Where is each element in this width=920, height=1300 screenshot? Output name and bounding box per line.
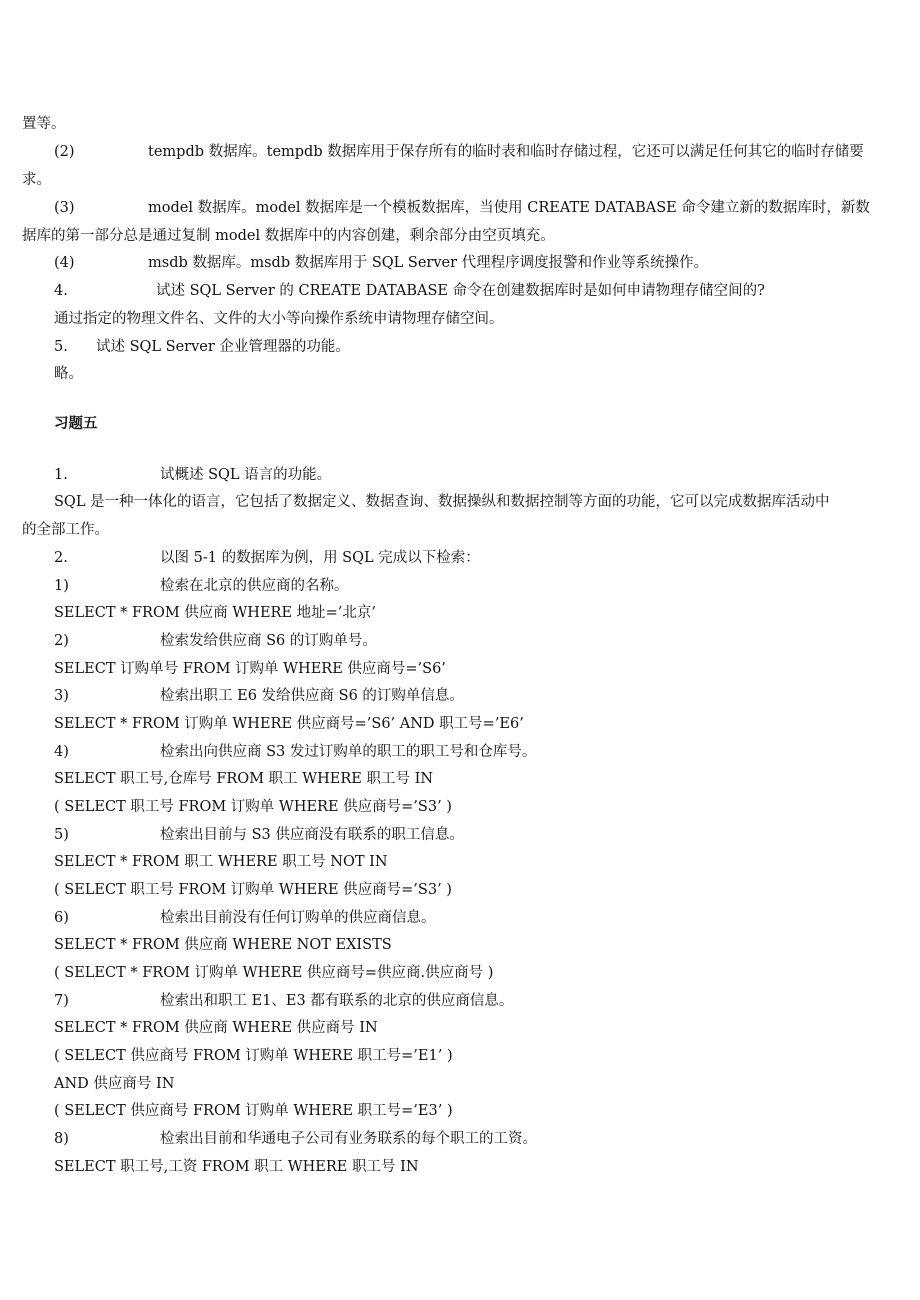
- sql-line: SELECT * FROM 供应商 WHERE 地址=’北京’: [54, 605, 377, 621]
- section-heading: 习题五: [54, 415, 98, 432]
- sql-line: SELECT 职工号,仓库号 FROM 职工 WHERE 职工号 IN: [54, 771, 434, 787]
- sql-line: ( SELECT * FROM 订购单 WHERE 供应商号=供应商.供应商号 ): [54, 965, 494, 981]
- question-number: 5.: [54, 339, 68, 355]
- sub-text: 检索出目前没有任何订购单的供应商信息。: [160, 910, 436, 926]
- sql-line: SELECT 职工号,工资 FROM 职工 WHERE 职工号 IN: [54, 1159, 419, 1175]
- item-text: model 数据库。model 数据库是一个模板数据库，当使用 CREATE DATABASE 命令建立新的数据库时，新数: [148, 200, 870, 216]
- item-text: tempdb 数据库。tempdb 数据库用于保存所有的临时表和临时存储过程，它还可以满足任何其它的临时存储要: [148, 144, 864, 160]
- question-number: 4.: [54, 283, 68, 299]
- sql-line: ( SELECT 供应商号 FROM 订购单 WHERE 职工号=’E3’ ): [54, 1103, 453, 1119]
- answer-text: 略。: [54, 366, 83, 382]
- sub-number: 6): [54, 910, 69, 926]
- sub-text: 检索出和职工 E1、E3 都有联系的北京的供应商信息。: [160, 993, 514, 1009]
- sub-text: 检索出目前与 S3 供应商没有联系的职工信息。: [160, 827, 464, 843]
- sql-line: SELECT * FROM 职工 WHERE 职工号 NOT IN: [54, 854, 388, 870]
- sub-text: 检索出职工 E6 发给供应商 S6 的订购单信息。: [160, 688, 464, 704]
- sub-number: 4): [54, 744, 69, 760]
- sub-text: 检索在北京的供应商的名称。: [160, 578, 349, 594]
- sub-number: 3): [54, 688, 69, 704]
- sql-line: SELECT 订购单号 FROM 订购单 WHERE 供应商号=’S6’: [54, 661, 446, 677]
- item-text: msdb 数据库。msdb 数据库用于 SQL Server 代理程序调度报警和作业等系统操作。: [148, 255, 709, 271]
- sub-text: 检索出向供应商 S3 发过订购单的职工的职工号和仓库号。: [160, 744, 537, 760]
- sub-number: 5): [54, 827, 69, 843]
- question-text: 试述 SQL Server 企业管理器的功能。: [96, 339, 350, 355]
- question-text: 试述 SQL Server 的 CREATE DATABASE 命令在创建数据库时是如何申请物理存储空间的?: [156, 283, 765, 299]
- question-text: 试概述 SQL 语言的功能。: [160, 467, 332, 483]
- answer-text-continued: 的全部工作。: [22, 522, 109, 538]
- question-text: 以图 5-1 的数据库为例，用 SQL 完成以下检索：: [160, 550, 480, 566]
- item-text-continued: 求。: [22, 172, 51, 188]
- sub-text: 检索出目前和华通电子公司有业务联系的每个职工的工资。: [160, 1131, 537, 1147]
- question-number: 1.: [54, 467, 68, 483]
- sql-line: AND 供应商号 IN: [54, 1076, 175, 1092]
- sub-number: 1): [54, 578, 69, 594]
- sql-line: ( SELECT 供应商号 FROM 订购单 WHERE 职工号=’E1’ ): [54, 1048, 453, 1064]
- sub-number: 8): [54, 1131, 69, 1147]
- sql-line: SELECT * FROM 供应商 WHERE 供应商号 IN: [54, 1020, 378, 1036]
- sub-text: 检索发给供应商 S6 的订购单号。: [160, 633, 377, 649]
- answer-text: 通过指定的物理文件名、文件的大小等向操作系统申请物理存储空间。: [54, 311, 504, 327]
- item-number: (2): [54, 144, 75, 160]
- sql-line: SELECT * FROM 供应商 WHERE NOT EXISTS: [54, 937, 392, 953]
- sub-number: 7): [54, 993, 69, 1009]
- sql-line: ( SELECT 职工号 FROM 订购单 WHERE 供应商号=’S3’ ): [54, 799, 452, 815]
- sql-line: SELECT * FROM 订购单 WHERE 供应商号=’S6’ AND 职工号=’E6’: [54, 716, 524, 732]
- continued-text: 置等。: [22, 116, 66, 132]
- question-number: 2.: [54, 550, 68, 566]
- item-number: (4): [54, 255, 75, 271]
- sql-line: ( SELECT 职工号 FROM 订购单 WHERE 供应商号=’S3’ ): [54, 882, 452, 898]
- answer-text: SQL 是一种一体化的语言，它包括了数据定义、数据查询、数据操纵和数据控制等方面的功能，它可以完成数据库活动中: [54, 494, 830, 510]
- sub-number: 2): [54, 633, 69, 649]
- item-number: (3): [54, 200, 75, 216]
- item-text-continued: 据库的第一部分总是通过复制 model 数据库中的内容创建，剩余部分由空页填充。: [22, 228, 555, 244]
